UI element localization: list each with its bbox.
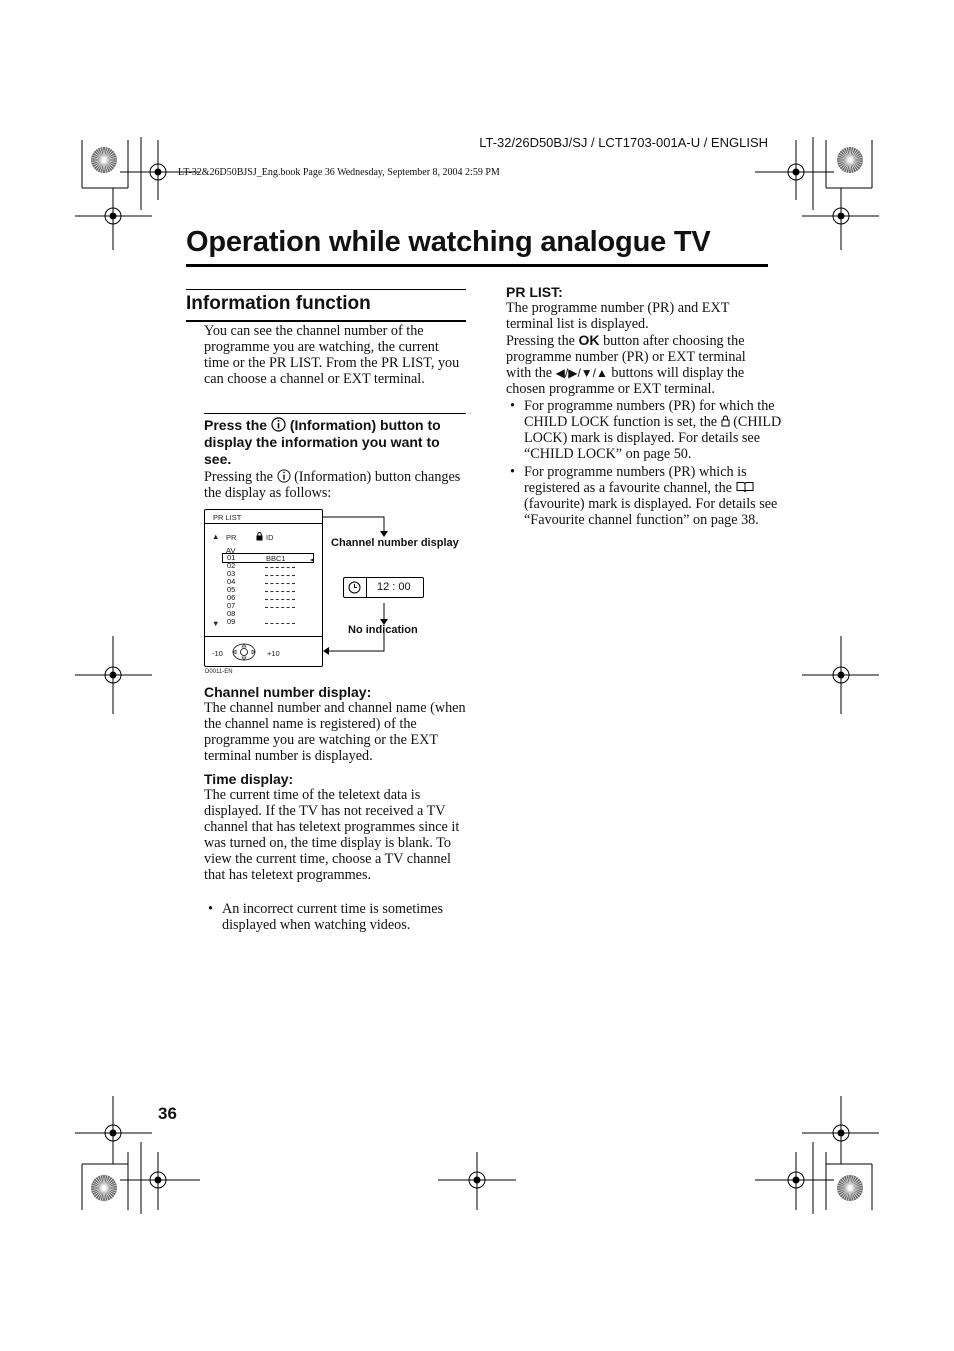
book-file-info: LT-32&26D50BJSJ_Eng.book Page 36 Wednesday, September 8, 2004 2:59 PM (178, 167, 500, 178)
pr-list-body-2-mid: button after choosing the programme number (PR) or EXT terminal with the (506, 333, 746, 381)
channel-row-number: 07 (227, 601, 236, 610)
favourite-book-icon (736, 481, 754, 493)
lock-icon (721, 415, 730, 427)
bullet-2-pre: For programme numbers (PR) which is registered as a favourite channel, the (524, 464, 747, 496)
arrow-buttons-label: ◀/▶/▼/▲ (555, 366, 608, 380)
section-heading: Information function (186, 289, 466, 322)
time-display-body: The current time of the teletext data is displayed. If the TV has not received a TV channel that has teletext programmes since it was turned on, the time display is blank. To view the current time, choose a TV channel that has teletext programmes. (204, 787, 460, 883)
selection-arrow-icon: ◂ (310, 555, 314, 564)
time-display-heading: Time display: (204, 771, 294, 787)
clock-icon (348, 581, 361, 594)
nav-minus-label: -10 (212, 649, 223, 658)
info-icon (277, 469, 291, 483)
nav-plus-label: +10 (267, 649, 280, 658)
bullet-1-post: (CHILD LOCK) mark is displayed. For details see “CHILD LOCK” on page 50. (524, 414, 782, 462)
scroll-up-icon: ▲ (212, 532, 220, 541)
step-body-post: (Information) button changes the display as follows: (204, 469, 461, 501)
channel-row-number: 03 (227, 569, 236, 578)
channel-row-number: 04 (227, 577, 236, 586)
channel-row-number: 05 (227, 585, 236, 594)
page-number: 36 (158, 1104, 177, 1123)
channel-row-number: 02 (227, 561, 236, 570)
pr-list-body-1: The programme number (PR) and EXT terminal list is displayed. (506, 300, 730, 332)
diagram-code: D0011-EN (205, 669, 233, 675)
step-body-pre: Pressing the (204, 469, 277, 485)
channel-row-number: 09 (227, 617, 236, 626)
step-heading (204, 417, 466, 468)
clock-time: 12 : 00 (377, 581, 411, 593)
scroll-down-icon: ▼ (212, 619, 220, 628)
pr-list-body-2 (506, 332, 768, 397)
title-rule (186, 264, 768, 267)
pr-list-bullet-favourite: • For programme numbers (PR) which is registered as a favourite channel, the (favourite) mark is displayed. For details see “Favourite channel function” on page 38. (510, 464, 778, 528)
pr-list-body-2-post: buttons will display the chosen programme or EXT terminal. (506, 365, 745, 397)
channel-display-label: Channel number display (331, 537, 459, 549)
bullet-1-pre: For programme numbers (PR) for which the CHILD LOCK function is set, the (524, 398, 775, 430)
intro-paragraph: You can see the channel number of the programme you are watching, the current time or the PR LIST. From the PR LIST, you can choose a channel or EXT terminal. (204, 323, 460, 387)
time-display-bullet: • An incorrect current time is sometimes displayed when watching videos. (208, 901, 444, 933)
column-id: ID (266, 533, 274, 542)
step-body (204, 469, 466, 501)
channel-row-number: 06 (227, 593, 236, 602)
pr-list-body (506, 300, 768, 397)
page-title: Operation while watching analogue TV (186, 226, 711, 258)
step-heading-pre: Press the (204, 417, 271, 433)
time-display-box (343, 577, 424, 598)
info-icon (271, 417, 286, 432)
flow-arrows (204, 509, 466, 679)
pr-list-bullet-child-lock: • For programme numbers (PR) for which the CHILD LOCK function is set, the (CHILD LOCK) mark is displayed. For details see “CHILD LOCK” on page 50. (510, 398, 782, 462)
selected-channel-name: BBC1 (266, 554, 286, 563)
step-heading-post: (Information) button to display the information you want to see. (204, 417, 441, 467)
time-display-bullet-text: An incorrect current time is sometimes displayed when watching videos. (222, 901, 444, 933)
column-pr: PR (226, 533, 237, 542)
channel-display-heading: Channel number display: (204, 684, 372, 700)
pr-list-body-2-pre: Pressing the (506, 333, 579, 349)
channel-display-body: The channel number and channel name (when the channel name is registered) of the programme you are watching or the EXT terminal number is displayed. (204, 700, 466, 764)
no-indication-label: No indication (348, 624, 418, 636)
bullet-2-post: (favourite) mark is displayed. For details see “Favourite channel function” on page 38. (524, 496, 778, 528)
document-reference: LT-32/26D50BJ/SJ / LCT1703-001A-U / ENGLISH (479, 135, 768, 150)
step-rule (204, 413, 466, 414)
ok-button-label: OK (578, 332, 600, 348)
channel-row-number: 01 (227, 553, 236, 562)
pr-list-heading: PR LIST: (506, 284, 563, 300)
display-cycle-diagram (204, 509, 466, 679)
pr-list-screen-title: PR LIST (213, 513, 242, 522)
channel-row-number: 08 (227, 609, 236, 618)
av-label: AV (226, 546, 236, 555)
